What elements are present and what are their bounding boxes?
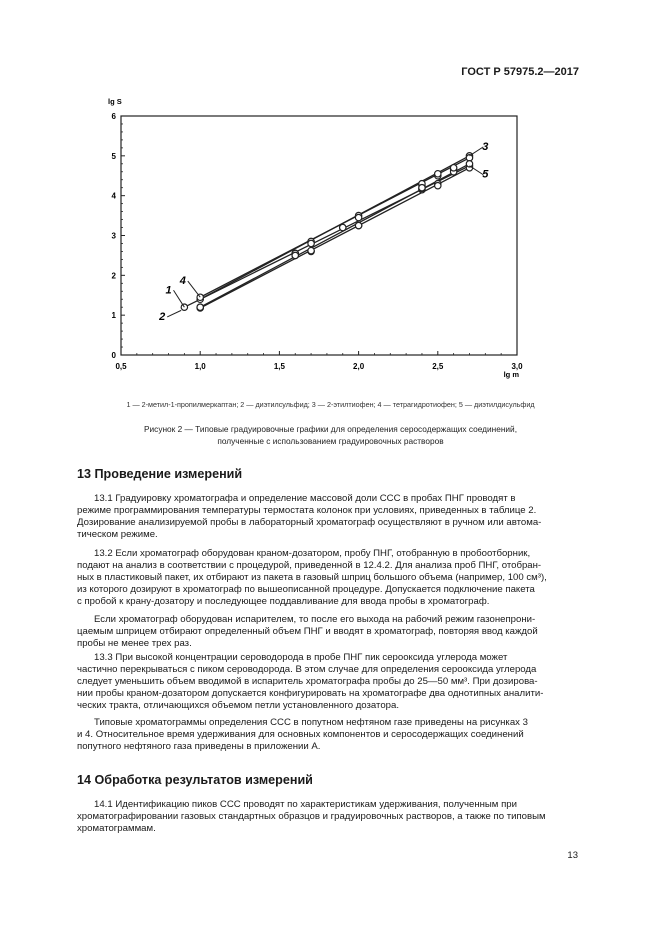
calibration-chart — [0, 0, 661, 400]
paragraph-13-3: 13.3 При высокой концентрации сероводорода в пробе ПНГ пик серооксида углерода может частично перекрываться с пиком сероводорода. В этом случае для определения серооксида углерода следует уменьшить объем вводимой в испаритель хроматографа пробы до 25—50 мм³. При дозирова- нии пробы краном-дозатором допускается конфигурировать на хроматографе два однотипных аналити- ческих тракта, отличающихся объемом петли установленного дозатора. — [77, 652, 544, 712]
x-tick-label: 1,0 — [194, 362, 206, 371]
data-point-5 — [197, 304, 203, 310]
x-tick-label: 2,0 — [353, 362, 365, 371]
data-point-5 — [292, 252, 298, 258]
callout-line-3 — [469, 147, 483, 156]
data-point-5 — [419, 185, 425, 191]
series-label-1: 1 — [165, 284, 172, 297]
standard-code: ГОСТ Р 57975.2—2017 — [461, 66, 579, 78]
callout-line-4 — [188, 281, 200, 297]
series-label-4: 4 — [179, 275, 186, 288]
data-point-5 — [340, 224, 346, 230]
figure-legend: 1 — 2-метил-1-пропилмеркаптан; 2 — диэтилсульфид; 3 — 2-этилтиофен; 4 — тетрагидротиофен; 5 — диэтилдисульфид — [126, 400, 535, 409]
series-line-5 — [200, 164, 469, 307]
y-tick-label: 4 — [111, 191, 116, 201]
paragraph-chromatograms: Типовые хроматограммы определения ССС в попутном нефтяном газе приведены на рисунках 3 и 4. Относительное время удерживания для основных компонентов и серосодержащих соединений попутного нефтяного газа приведены в приложении А. — [77, 717, 528, 753]
y-tick-label: 0 — [111, 351, 116, 360]
y-tick-label: 5 — [111, 151, 116, 161]
section-13-title: 13 Проведение измерений — [77, 467, 243, 481]
y-tick-label: 3 — [111, 231, 116, 241]
section-14-title: 14 Обработка результатов измерений — [77, 773, 313, 787]
data-point-4 — [308, 240, 314, 246]
paragraph-13-2: 13.2 Если хроматограф оборудован краном-дозатором, пробу ПНГ, отобранную в пробоотборник, подают на анализ в соответствии с процедурой, приведенной в 12.4.2. Для анализа проб ПНГ, отобран- ных в пластиковый пакет, их отбирают из пакета в газовый шприц большого объема (например, 100 см³), из которого дозируют в хроматограф по вышеописанной процедуре. Допускается подключение пакета с пробой к крану-дозатору и последующее поддавливание для ввода пробы в хроматограф. — [77, 548, 547, 608]
y-tick-label: 6 — [111, 112, 116, 121]
data-point-2 — [435, 183, 441, 189]
y-axis-label: lg S — [108, 97, 122, 106]
figure-caption: Рисунок 2 — Типовые градуировочные графики для определения серосодержащих соединений, полученные с использованием градуировочных растворов — [144, 424, 517, 446]
data-point-4 — [435, 171, 441, 177]
paragraph-14-1: 14.1 Идентификацию пиков ССС проводят по характеристикам удерживания, полученным при хроматографировании газовых стандартных образцов и градуировочных растворов, а также по типовым хроматограммам. — [77, 799, 546, 835]
callout-line-2 — [167, 310, 181, 317]
x-tick-label: 0,5 — [115, 362, 127, 371]
data-point-5 — [450, 165, 456, 171]
series-line-4 — [200, 158, 469, 297]
callout-line-1 — [174, 290, 185, 307]
series-label-3: 3 — [482, 140, 489, 153]
x-tick-label: 3,0 — [511, 362, 523, 371]
x-axis-label: lg m — [503, 370, 519, 379]
y-tick-label: 2 — [111, 271, 116, 281]
series-label-5: 5 — [482, 168, 489, 181]
series-label-2: 2 — [159, 310, 166, 323]
page-number: 13 — [567, 850, 578, 861]
data-point-2 — [308, 247, 314, 253]
data-point-4 — [355, 214, 361, 220]
paragraph-evaporator: Если хроматограф оборудован испарителем, то после его выхода на рабочий режим газонепрони- цаемым шприцем отбирают определенный объем ПНГ и вводят в хроматограф, повторяя ввод каждой пробы не менее трех раз. — [77, 614, 538, 650]
x-tick-label: 1,5 — [273, 362, 285, 371]
data-point-2 — [355, 222, 361, 228]
x-tick-label: 2,5 — [432, 362, 444, 371]
y-tick-label: 1 — [111, 311, 116, 321]
series-line-2 — [200, 168, 469, 308]
paragraph-13-1: 13.1 Градуировку хроматографа и определение массовой доли ССС в пробах ПНГ проводят в режиме программирования температуры термостата колонок при условиях, приведенных в таблице 2. Дозирование анализируемой пробы в лабораторный хроматограф осуществляют в ручном или автома- тическом режиме. — [77, 493, 542, 541]
